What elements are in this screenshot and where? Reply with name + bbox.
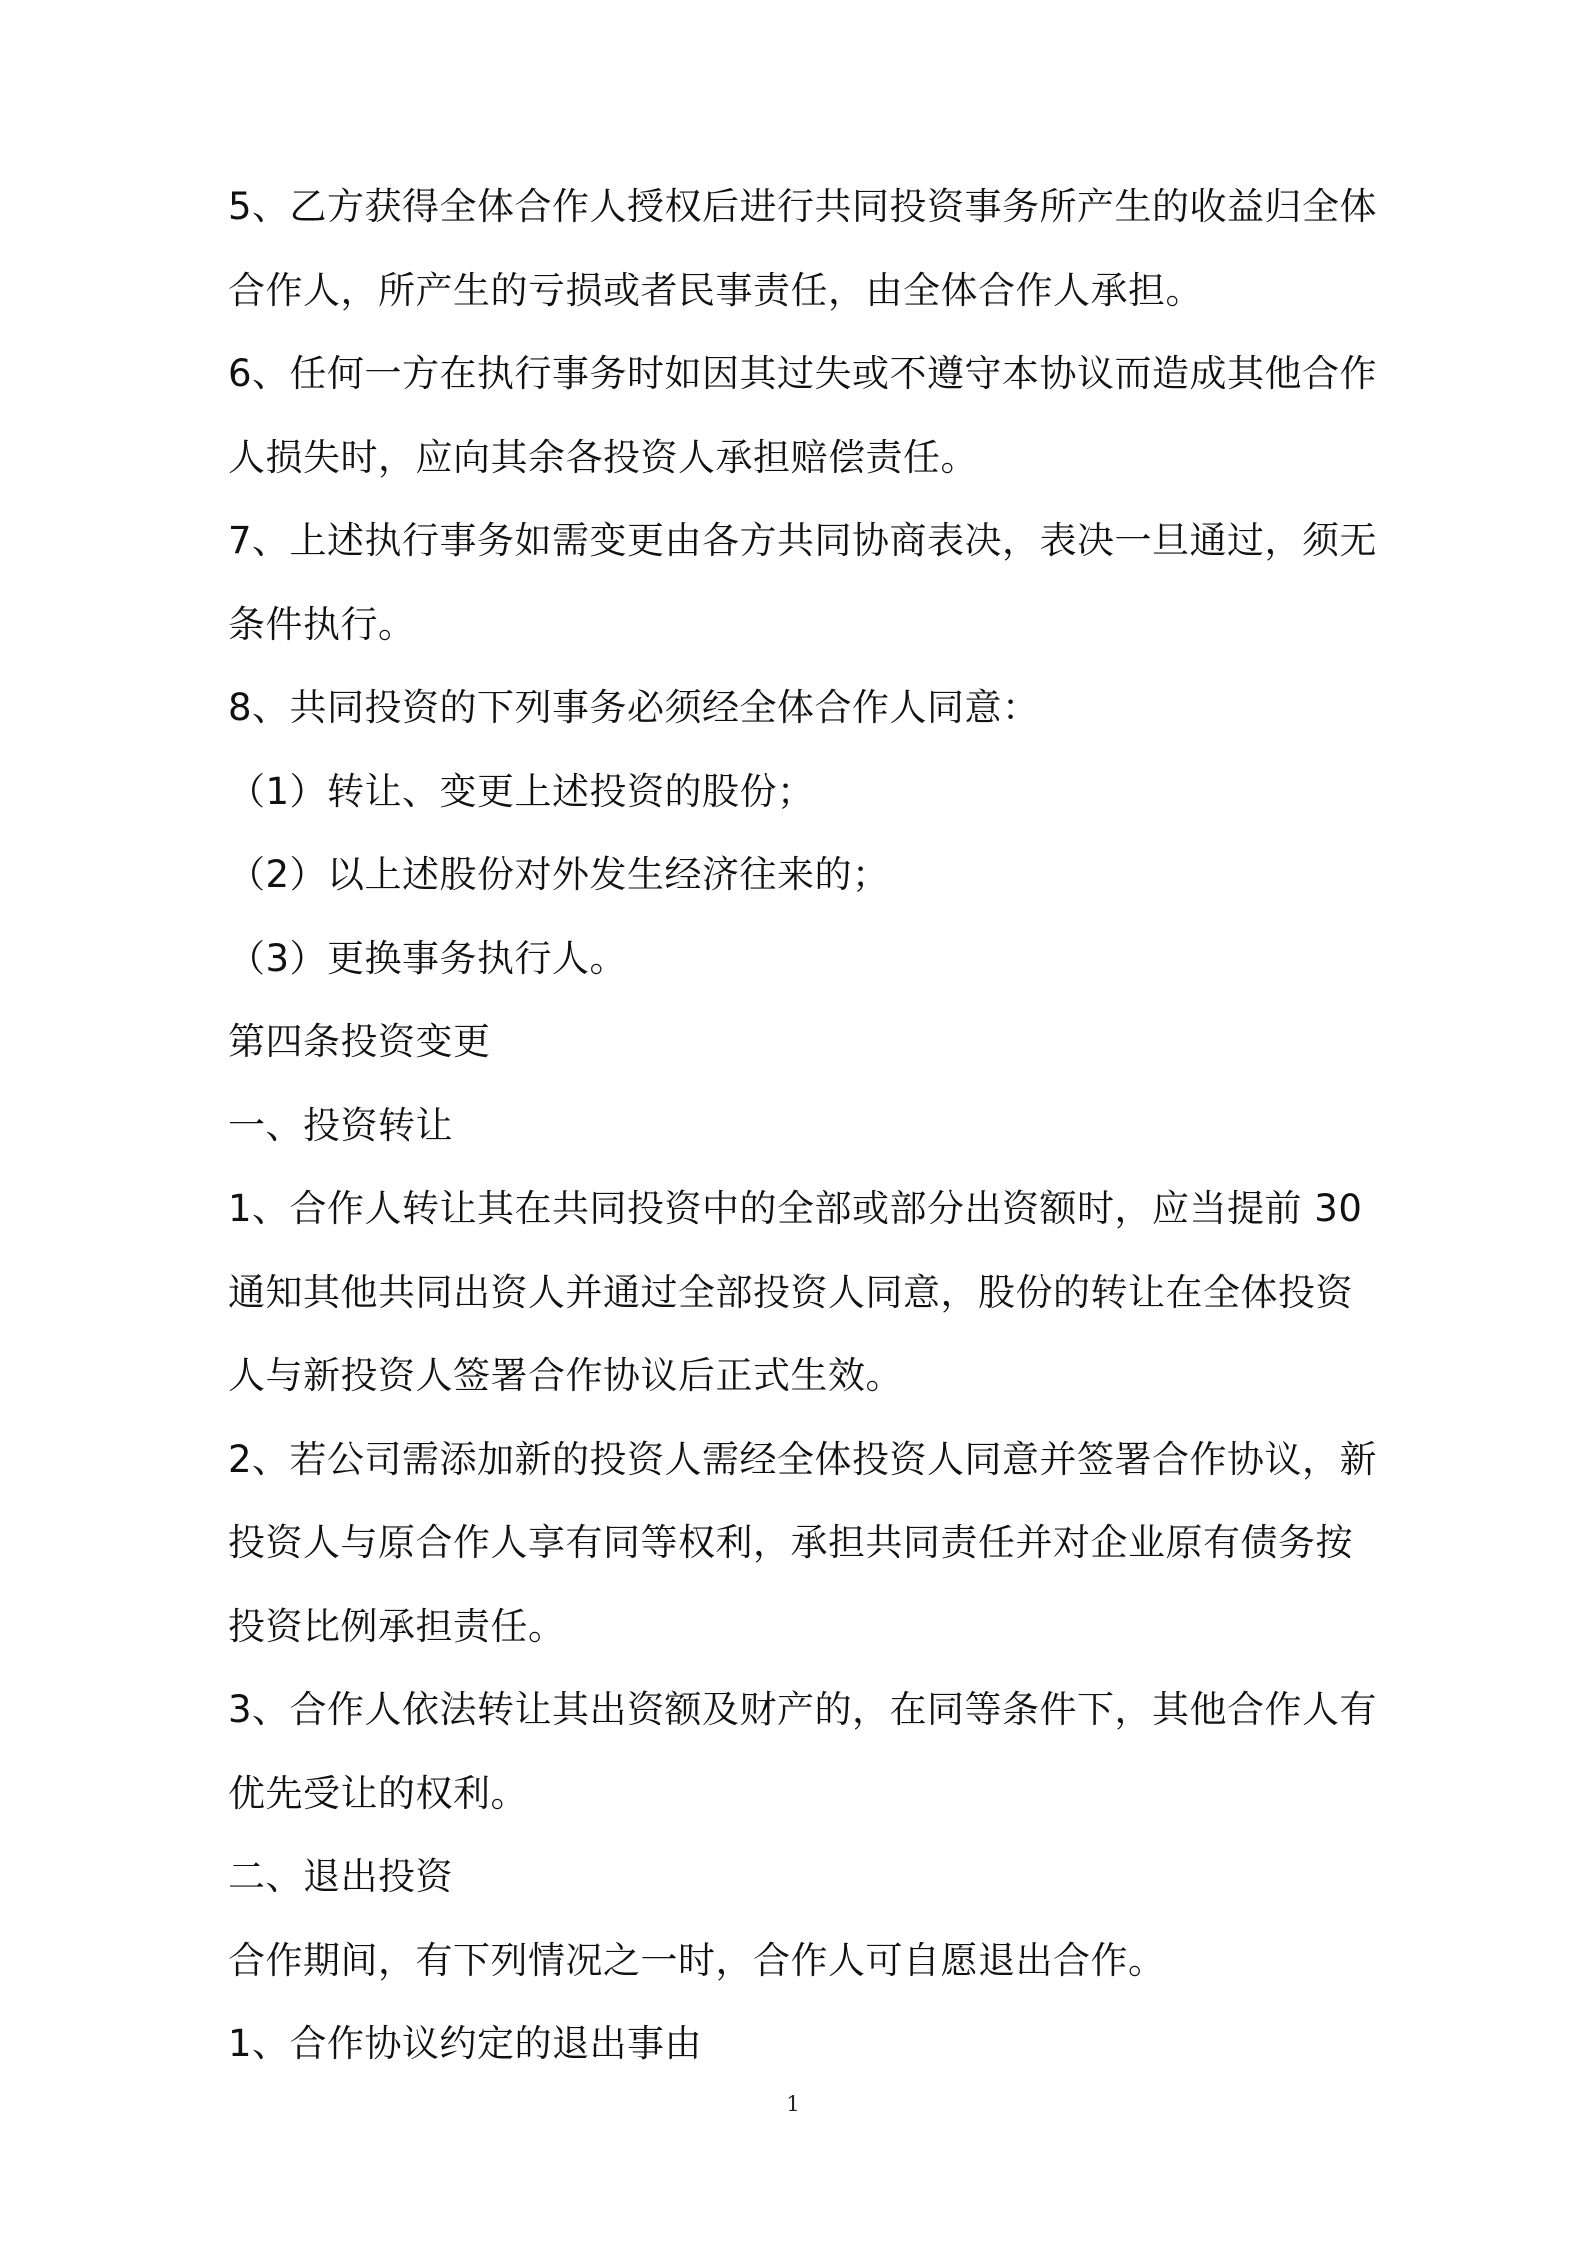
section-heading-article-4: 第四条投资变更 bbox=[228, 1020, 491, 1063]
text-line-13: 1、合作人转让其在共同投资中的全部或部分出资额时，应当提前 30 bbox=[228, 1187, 1363, 1230]
text-line-2: 合作人，所产生的亏损或者民事责任，由全体合作人承担。 bbox=[228, 268, 1203, 312]
list-item-3: （3）更换事务执行人。 bbox=[228, 936, 628, 980]
text-line-5: 7、上述执行事务如需变更由各方共同协商表决，表决一旦通过，须无 bbox=[228, 519, 1378, 562]
page-number: 1 bbox=[786, 2092, 800, 2116]
text-line-7: 8、共同投资的下列事务必须经全体合作人同意： bbox=[228, 686, 1040, 729]
text-line-23: 1、合作协议约定的退出事由 bbox=[228, 2022, 703, 2065]
text-line-4: 人损失时，应向其余各投资人承担赔偿责任。 bbox=[228, 435, 978, 479]
text-line-1: 5、乙方获得全体合作人授权后进行共同投资事务所产生的收益归全体 bbox=[228, 185, 1378, 228]
text-line-17: 投资人与原合作人享有同等权利，承担共同责任并对企业原有债务按 bbox=[228, 1521, 1353, 1564]
document-body bbox=[228, 165, 1378, 2086]
text-line-20: 优先受让的权利。 bbox=[228, 1771, 528, 1815]
text-line-6: 条件执行。 bbox=[228, 602, 416, 646]
text-line-18: 投资比例承担责任。 bbox=[228, 1604, 566, 1648]
subsection-heading-transfer: 一、投资转让 bbox=[228, 1103, 453, 1147]
subsection-heading-exit: 二、退出投资 bbox=[228, 1855, 453, 1898]
list-item-2: （2）以上述股份对外发生经济往来的； bbox=[228, 853, 890, 896]
text-line-22: 合作期间，有下列情况之一时，合作人可自愿退出合作。 bbox=[228, 1938, 1166, 1982]
text-line-14: 通知其他共同出资人并通过全部投资人同意，股份的转让在全体投资 bbox=[228, 1270, 1353, 1314]
text-line-16: 2、若公司需添加新的投资人需经全体投资人同意并签署合作协议，新 bbox=[228, 1437, 1378, 1481]
text-line-15: 人与新投资人签署合作协议后正式生效。 bbox=[228, 1354, 903, 1397]
text-line-3: 6、任何一方在执行事务时如因其过失或不遵守本协议而造成其他合作 bbox=[228, 352, 1378, 395]
text-line-19: 3、合作人依法转让其出资额及财产的，在同等条件下，其他合作人有 bbox=[228, 1688, 1378, 1731]
list-item-1: （1）转让、变更上述投资的股份； bbox=[228, 769, 815, 813]
